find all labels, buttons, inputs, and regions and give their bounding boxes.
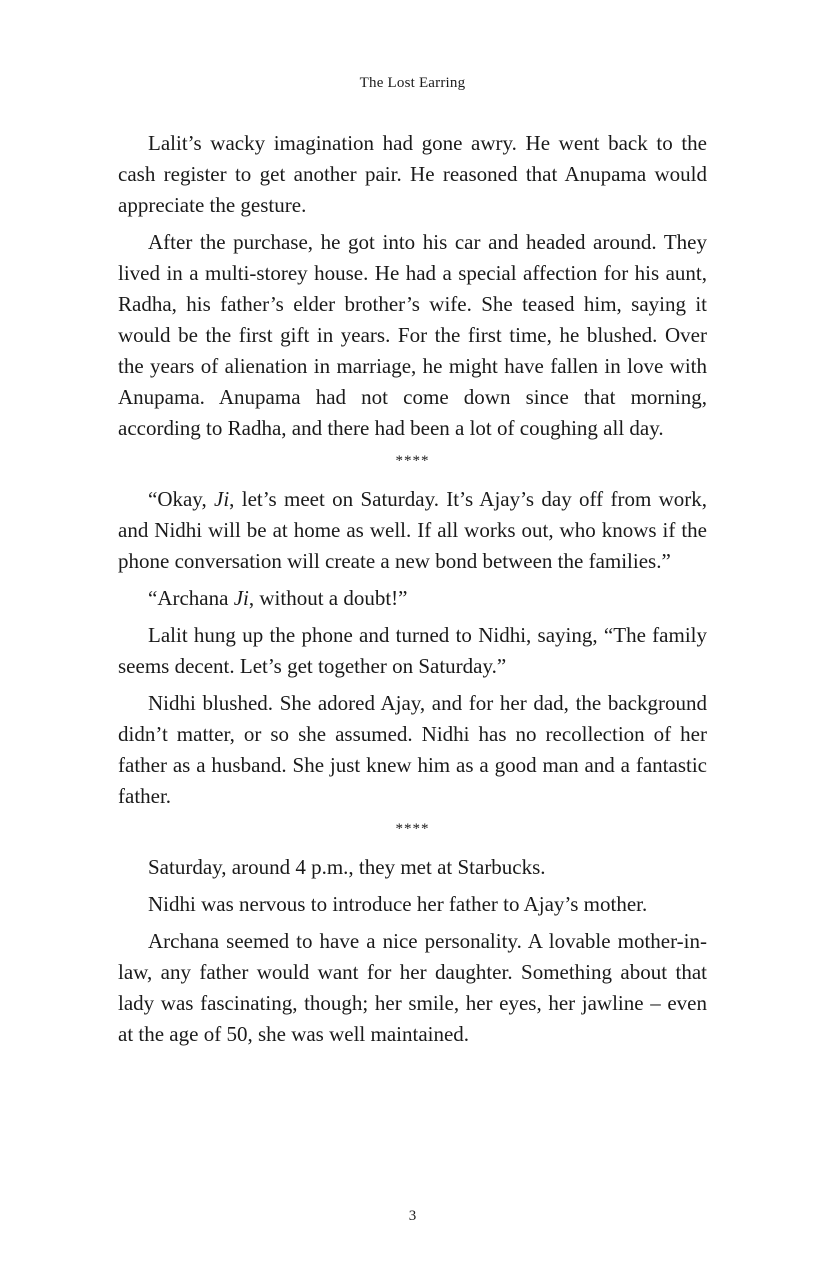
text-span: “Archana — [148, 586, 234, 610]
paragraph: Saturday, around 4 p.m., they met at Starbucks. — [148, 855, 546, 879]
paragraph: Archana seemed to have a nice personality. A lovable mother-in-law, any father would want for her daughter. Something about that lady was fascinating, though; her smile, her eyes, her jawline – even at the age of 50, she was well maintained. — [118, 929, 707, 1046]
paragraph: Lalit’s wacky imagination had gone awry. He went back to the cash register to get another pair. He reasoned that Anupama would appreciate the gesture. — [118, 131, 707, 217]
text-span: , without a doubt!” — [248, 586, 408, 610]
body-text — [118, 128, 707, 1056]
text-span: “Okay, — [148, 487, 215, 511]
text-span: , let’s meet on Saturday. It’s Ajay’s day off from work, and Nidhi will be at home as well. If all works out, who knows if the phone conversation will create a new bond between the families.” — [118, 487, 707, 573]
page-number: 3 — [408, 1208, 417, 1224]
scene-break: **** — [395, 453, 430, 469]
scene-break: **** — [395, 821, 430, 837]
paragraph: Nidhi was nervous to introduce her father to Ajay’s mother. — [148, 892, 648, 916]
paragraph — [118, 484, 707, 577]
running-head: The Lost Earring — [359, 75, 466, 91]
paragraph: After the purchase, he got into his car and headed around. They lived in a multi-storey house. He had a special affection for his aunt, Radha, his father’s elder brother’s wife. She teased him, saying it would be the first gift in years. For the first time, he blushed. Over the years of alienation in marriage, he might have fallen in love with Anupama. Anupama had not come down since that morning, according to Radha, and there had been a lot of coughing all day. — [118, 230, 707, 440]
italic-honorific: Ji — [214, 487, 230, 511]
paragraph: Nidhi blushed. She adored Ajay, and for her dad, the background didn’t matter, or so she assumed. Nidhi has no recollection of her father as a husband. She just knew him as a good man and a fantastic father. — [118, 691, 707, 808]
paragraph: Lalit hung up the phone and turned to Nidhi, saying, “The family seems decent. Let’s get together on Saturday.” — [118, 623, 707, 678]
italic-honorific: Ji — [233, 586, 249, 610]
paragraph — [118, 583, 707, 614]
